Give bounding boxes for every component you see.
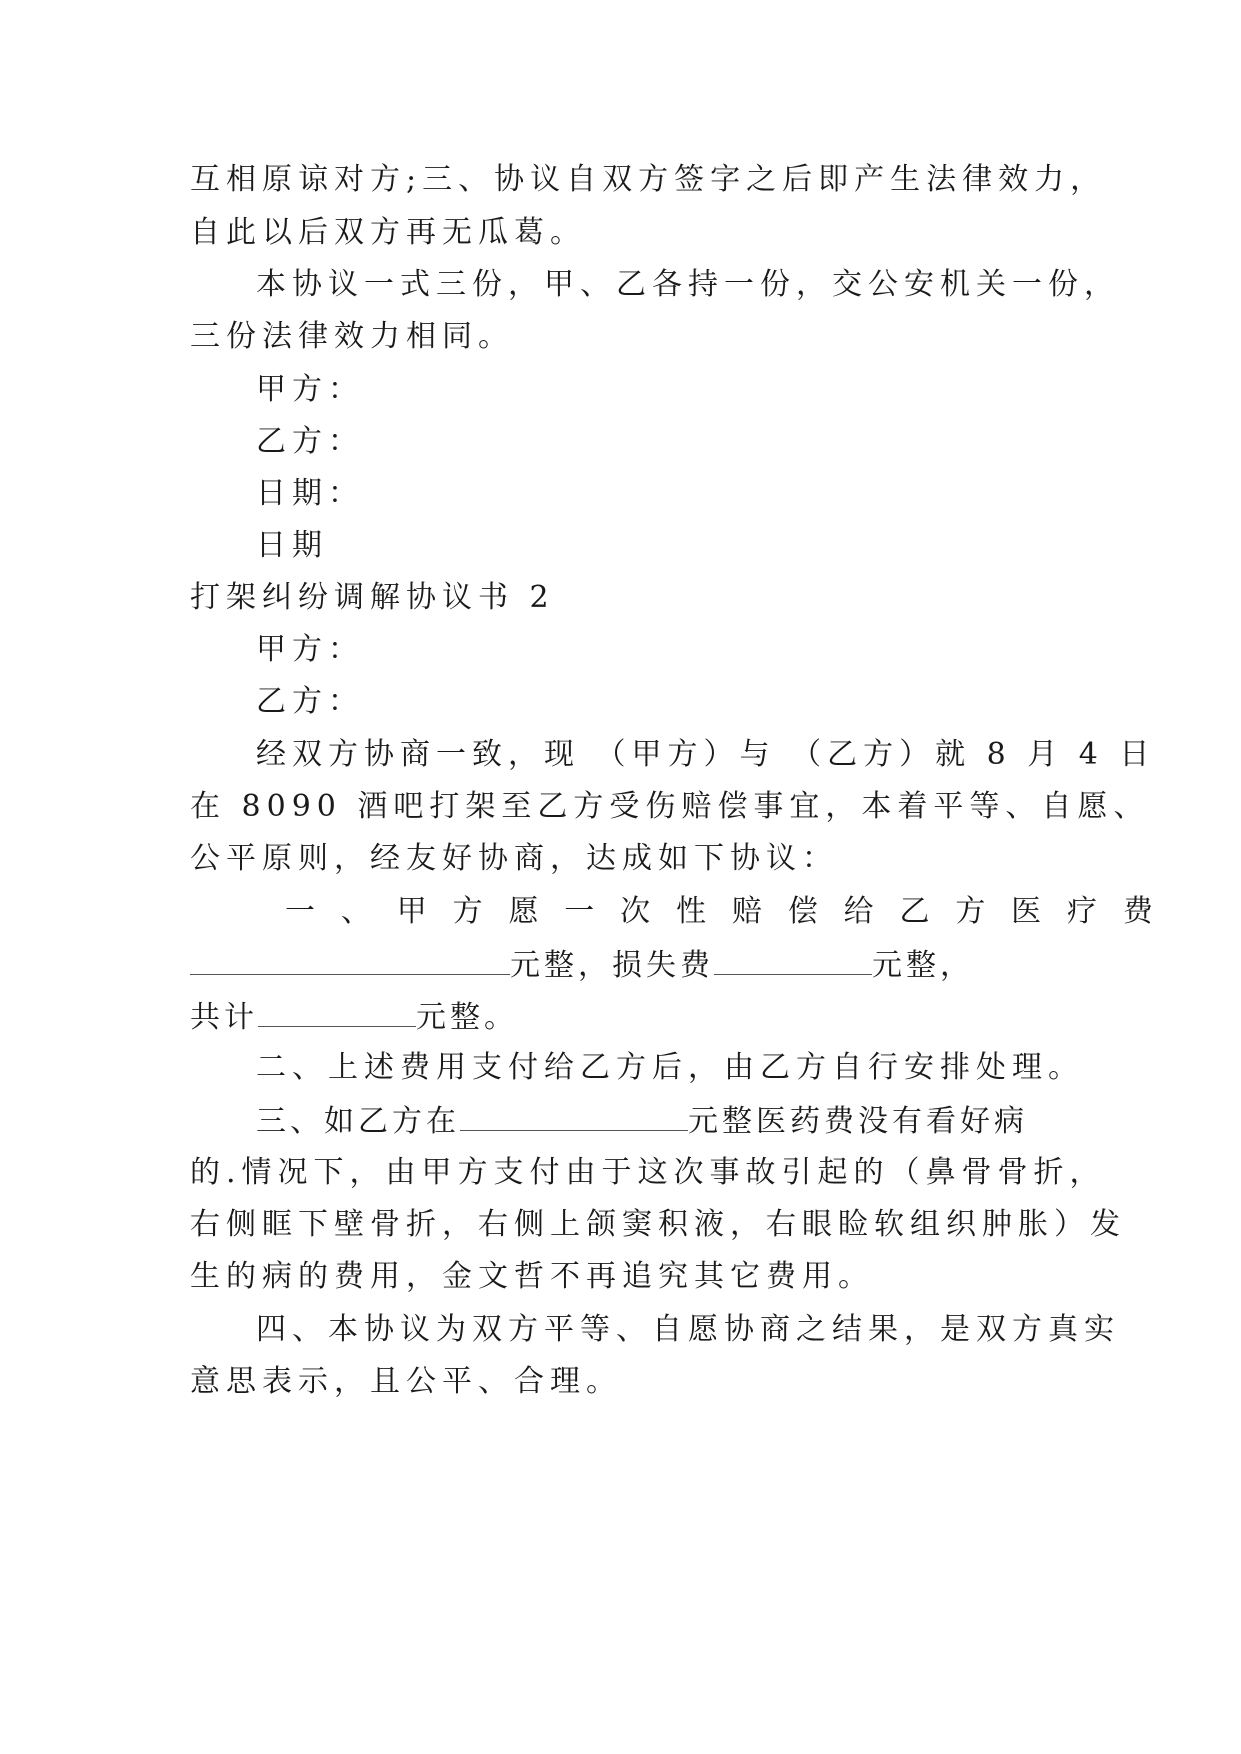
signature-label-party-a: 甲方： [256, 372, 364, 407]
text-line: 在 8090 酒吧打架至乙方受伤赔偿事宜，本着平等、自愿、 [190, 789, 1150, 824]
text-segment: 元整医药费没有看好病 [688, 1104, 1028, 1139]
text-line: 公平原则，经友好协商，达成如下协议： [190, 841, 838, 876]
clause-char: 医 [1011, 894, 1042, 929]
clause-char: 方 [955, 894, 986, 929]
clause-char: 一 [564, 894, 595, 929]
text-line: 三份法律效力相同。 [190, 319, 514, 354]
signature-label-party-b: 乙方： [256, 424, 364, 459]
text-line [190, 944, 974, 984]
text-segment: 元整， [872, 948, 974, 983]
text-line: 右侧眶下壁骨折，右侧上颌窦积液，右眼睑软组织肿胀）发 [190, 1207, 1126, 1242]
text-line: 经双方协商一致，现 （甲方）与 （乙方）就 8 月 4 日 [256, 737, 1156, 772]
party-a-label: 甲方： [256, 632, 364, 667]
clause-char: 一 [285, 894, 315, 929]
clause-char: 次 [620, 894, 651, 929]
section-title: 打架纠纷调解协议书 2 [190, 580, 555, 615]
text-line: 意思表示，且公平、合理。 [190, 1364, 622, 1399]
text-segment: 元整，损失费 [510, 948, 714, 983]
text-line: 互相原谅对方;三、协议自双方签字之后即产生法律效力， [190, 162, 1107, 197]
clause-char: 、 [340, 894, 371, 929]
date-label: 日期： [256, 476, 364, 511]
blank-amount[interactable] [460, 1100, 688, 1131]
date-label: 日期 [256, 528, 328, 563]
text-line: 四、本协议为双方平等、自愿协商之结果，是双方真实 [256, 1312, 1120, 1347]
text-line [256, 1100, 1028, 1140]
clause-char: 乙 [899, 894, 930, 929]
text-line: 二、上述费用支付给乙方后，由乙方自行安排处理。 [256, 1050, 1084, 1085]
text-line: 的.情况下，由甲方支付由于这次事故引起的（鼻骨骨折， [190, 1155, 1106, 1190]
clause-char: 给 [843, 894, 874, 929]
clause-char: 甲 [396, 894, 427, 929]
clause-char: 费 [1122, 894, 1153, 929]
clause-char: 愿 [508, 894, 539, 929]
text-line: 本协议一式三份，甲、乙各持一份，交公安机关一份， [256, 267, 1120, 302]
blank-medical-fee[interactable] [190, 944, 510, 975]
clause-char: 疗 [1067, 894, 1098, 929]
text-line: 生的病的费用，金文哲不再追究其它费用。 [190, 1259, 874, 1294]
clause-char: 偿 [787, 894, 818, 929]
clause-char: 方 [452, 894, 483, 929]
clause-char: 赔 [731, 894, 762, 929]
clause-char: 性 [676, 894, 707, 929]
text-line: 自此以后双方再无瓜葛。 [190, 215, 586, 250]
clause-one-line [285, 892, 1153, 932]
text-segment: 元整。 [416, 1000, 518, 1035]
blank-loss-fee[interactable] [714, 944, 872, 975]
blank-total-fee[interactable] [258, 996, 416, 1027]
text-segment: 三、如乙方在 [256, 1104, 460, 1139]
party-b-label: 乙方： [256, 684, 364, 719]
text-segment: 共计 [190, 1000, 258, 1035]
text-line [190, 996, 518, 1036]
